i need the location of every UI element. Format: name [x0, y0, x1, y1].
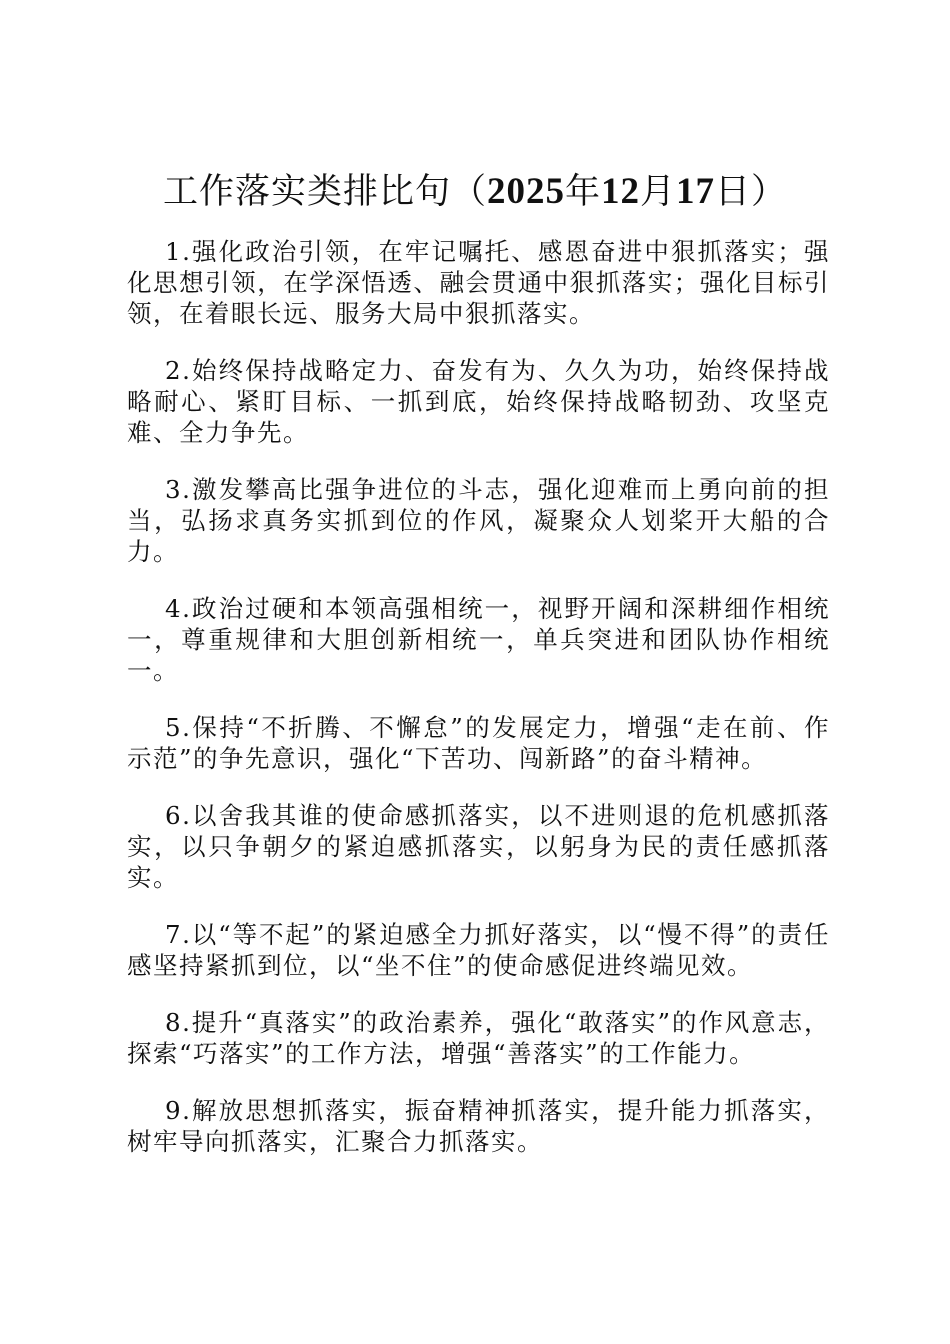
- title-day: 17: [676, 171, 716, 212]
- title-prefix: 工作落实类排比句（: [162, 172, 487, 212]
- document-body: [127, 236, 830, 1183]
- paragraph-4: 4.政治过硬和本领高强相统一，视野开阔和深耕细作相统一，尊重规律和大胆创新相统一，单兵突进和团队协作相统一。: [127, 594, 830, 685]
- paragraph-7: 7.以“等不起”的紧迫感全力抓好落实，以“慢不得”的责任感坚持紧抓到位，以“坐不住”的使命感促进终端见效。: [127, 920, 830, 980]
- title-month-unit: 月: [640, 172, 677, 212]
- title-year-unit: 年: [564, 172, 601, 212]
- paragraph-8: 8.提升“真落实”的政治素养，强化“敢落实”的作风意志，探索“巧落实”的工作方法，增强“善落实”的工作能力。: [127, 1008, 830, 1068]
- paragraph-5: 5.保持“不折腾、不懈怠”的发展定力，增强“走在前、作示范”的争先意识，强化“下苦功、闯新路”的奋斗精神。: [127, 713, 830, 773]
- paragraph-1: 1.强化政治引领，在牢记嘱托、感恩奋进中狠抓落实；强化思想引领，在学深悟透、融会贯通中狠抓落实；强化目标引领，在着眼长远、服务大局中狠抓落实。: [127, 237, 830, 328]
- title-month: 12: [601, 171, 640, 212]
- title-day-unit: 日）: [715, 172, 788, 212]
- paragraph-6: 6.以舍我其谁的使命感抓落实，以不进则退的危机感抓落实，以只争朝夕的紧迫感抓落实，以躬身为民的责任感抓落实。: [127, 801, 830, 892]
- paragraph-9: 9.解放思想抓落实，振奋精神抓落实，提升能力抓落实，树牢导向抓落实，汇聚合力抓落实。: [127, 1096, 830, 1156]
- title-year: 2025: [486, 171, 565, 212]
- document-title: [0, 170, 950, 214]
- paragraph-2: 2.始终保持战略定力、奋发有为、久久为功，始终保持战略耐心、紧盯目标、一抓到底，始终保持战略韧劲、攻坚克难、全力争先。: [127, 356, 830, 447]
- paragraph-3: 3.激发攀高比强争进位的斗志，强化迎难而上勇向前的担当，弘扬求真务实抓到位的作风，凝聚众人划桨开大船的合力。: [127, 475, 830, 566]
